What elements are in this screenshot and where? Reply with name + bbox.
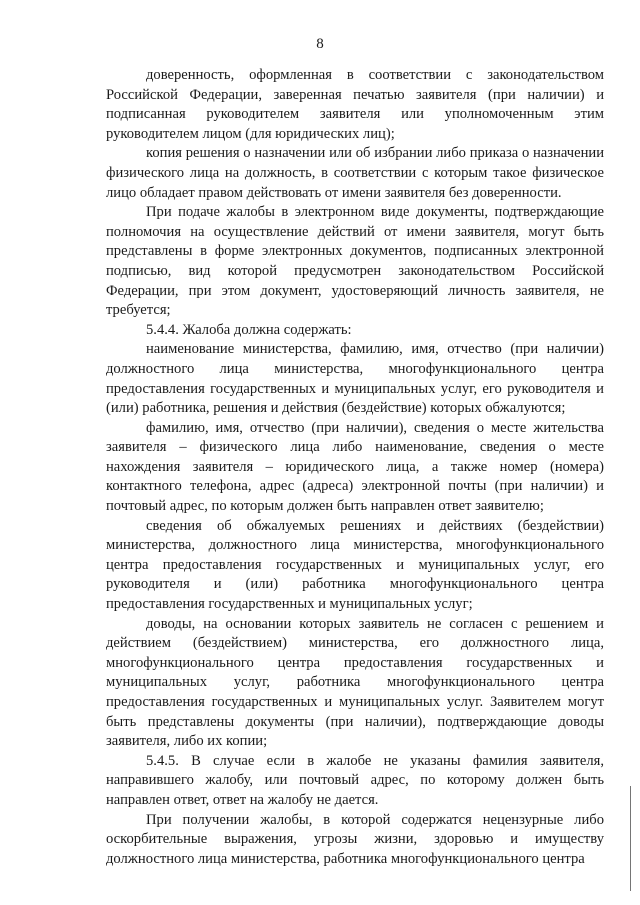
paragraph-appealed-decisions: сведения об обжалуемых решениях и действиях (бездействии) министерства, должностного лица министерства, многофункционального центра предоставления государственных и муниципальных услуг, его руководителя и (или) работника многофункционального центра предоставления государственных и муниципальных услуг;	[106, 517, 604, 613]
page-number: 8	[316, 36, 324, 52]
paragraph-applicant-details: фамилию, имя, отчество (при наличии), сведения о месте жительства заявителя – физического лица либо наименование, сведения о месте нахождения заявителя – юридического лица, а также номер (номера) контактного телефона, адрес (адреса) электронной почты (при наличии) и почтовый адрес, по которым должен быть направлен ответ заявителю;	[106, 419, 604, 515]
paragraph-ministry-name: наименование министерства, фамилию, имя, отчество (при наличии) должностного лица министерства, многофункционального центра предоставления государственных и муниципальных услуг, его руководителя и (или) работника, решения и действия (бездействие) которых обжалуются;	[106, 341, 604, 417]
scan-edge-mark	[630, 786, 631, 891]
paragraph-obscene-language: При получении жалобы, в которой содержатся нецензурные либо оскорбительные выражения, угрозы жизни, здоровью и имуществу должностного лица министерства, работника многофункционального центра	[106, 811, 604, 867]
document-body	[106, 66, 604, 869]
paragraph-power-of-attorney: доверенность, оформленная в соответствии с законодательством Российской Федерации, заверенная печатью заявителя (при наличии) и подписанная руководителем заявителя или уполномоченным этим руководителем лицом (для юридических лиц);	[106, 67, 604, 142]
paragraph-section-5-4-5: 5.4.5. В случае если в жалобе не указаны фамилия заявителя, направившего жалобу, или почтовый адрес, по которому должен быть направлен ответ, ответ на жалобу не дается.	[106, 752, 604, 808]
paragraph-section-5-4-4: 5.4.4. Жалоба должна содержать:	[146, 321, 352, 338]
paragraph-electronic-submission: При подаче жалобы в электронном виде документы, подтверждающие полномочия на осуществление действий от имени заявителя, могут быть представлены в форме электронных документов, подписанных электронной подписью, вид которой предусмотрен законодательством Российской Федерации, при этом документ, удостоверяющий личность заявителя, не требуется;	[106, 204, 604, 319]
paragraph-arguments: доводы, на основании которых заявитель не согласен с решением и действием (бездействием) министерства, его должностного лица, многофункционального центра предоставления государственных и муниципальных услуг, работника многофункционального центра предоставления государственных и муниципальных услуг. Заявителем могут быть представлены документы (при наличии), подтверждающие доводы заявителя, либо их копии;	[106, 615, 604, 750]
paragraph-appointment-copy: копия решения о назначении или об избрании либо приказа о назначении физического лица на должность, в соответствии с которым такое физическое лицо обладает правом действовать от имени заявителя без доверенности.	[106, 145, 604, 201]
